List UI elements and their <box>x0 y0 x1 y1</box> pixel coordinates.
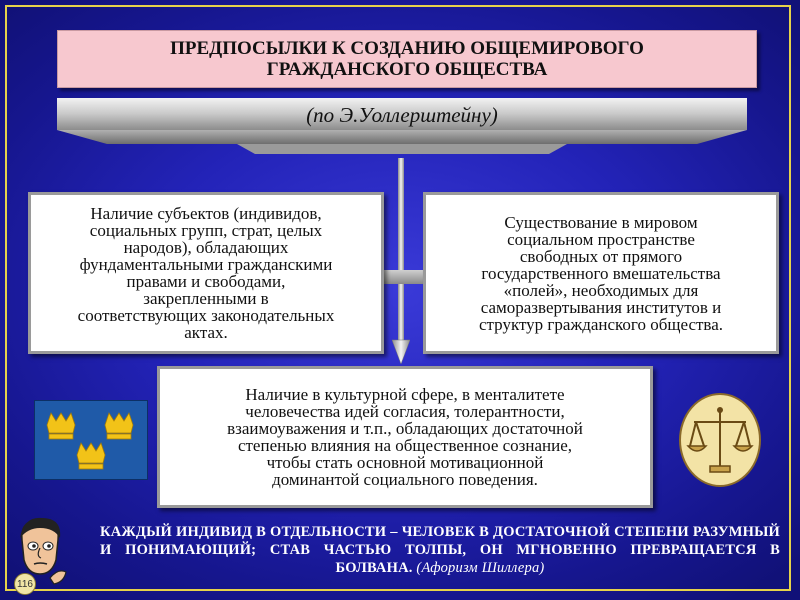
left-box-line: Наличие субъектов (индивидов, <box>90 204 322 223</box>
left-box-line: народов), обладающих <box>123 238 289 257</box>
bottom-box-line: взаимоуважения и т.п., обладающих достаточной <box>227 419 583 438</box>
left-premise-box <box>28 192 384 354</box>
left-box-line: закрепленными в <box>143 289 269 308</box>
scales-of-justice-icon <box>678 392 762 488</box>
right-box-line: структур гражданского общества. <box>478 314 724 334</box>
title-line-2: ГРАЖДАНСКОГО ОБЩЕСТВА <box>266 59 548 80</box>
title-line-1: ПРЕДПОСЫЛКИ К СОЗДАНИЮ ОБЩЕМИРОВОГО <box>170 38 644 59</box>
bottom-box-line: человечества идей согласия, толерантности, <box>245 402 565 421</box>
bottom-box-line: степенью влияния на общественное сознание, <box>237 436 573 455</box>
left-box-line: соответствующих законодательных <box>77 306 335 325</box>
right-box-line: социальном пространстве <box>507 229 695 249</box>
left-box-line: правами и свободами, <box>126 272 286 291</box>
left-box-line: социальных групп, страт, целых <box>89 221 323 240</box>
title-box <box>57 30 757 88</box>
aphorism-text: КАЖДЫЙ ИНДИВИД В ОТДЕЛЬНОСТИ – ЧЕЛОВЕК В ДОСТАТОЧНОЙ СТЕПЕНИ РАЗУМНЫЙ И ПОНИМАЮЩИЙ; СТАВ ЧАСТЬЮ ТОЛПЫ, ОН МГНОВЕННО ПРЕВРАЩАЕТСЯ В БОЛВАНА. <box>100 524 780 576</box>
box-connector <box>384 270 423 284</box>
right-box-line: государственного вмешательства <box>481 263 721 283</box>
subtitle-banner <box>57 96 747 158</box>
three-crowns-flag-icon <box>34 400 148 480</box>
aphorism <box>100 523 780 577</box>
down-arrow-icon <box>392 158 410 364</box>
left-box-line: фундаментальными гражданскими <box>79 255 333 274</box>
right-box-line: свободных от прямого <box>519 246 683 266</box>
right-box-line: саморазвертывания институтов и <box>480 297 722 317</box>
bottom-premise-box <box>157 366 653 508</box>
bottom-box-line: чтобы стать основной мотивационной <box>266 453 544 472</box>
bottom-box-line: Наличие в культурной сфере, в менталитете <box>245 385 565 404</box>
page-number: 116 <box>14 573 36 595</box>
subtitle: (по Э.Уоллерштейну) <box>306 103 498 127</box>
right-box-line: Существование в мировом <box>504 212 698 232</box>
right-box-line: «полей», необходимых для <box>503 280 699 300</box>
bottom-box-line: доминантой социального поведения. <box>272 470 538 489</box>
left-box-line: актах. <box>184 323 228 342</box>
aphorism-author: (Афоризм Шиллера) <box>416 560 545 576</box>
right-premise-box <box>423 192 779 354</box>
